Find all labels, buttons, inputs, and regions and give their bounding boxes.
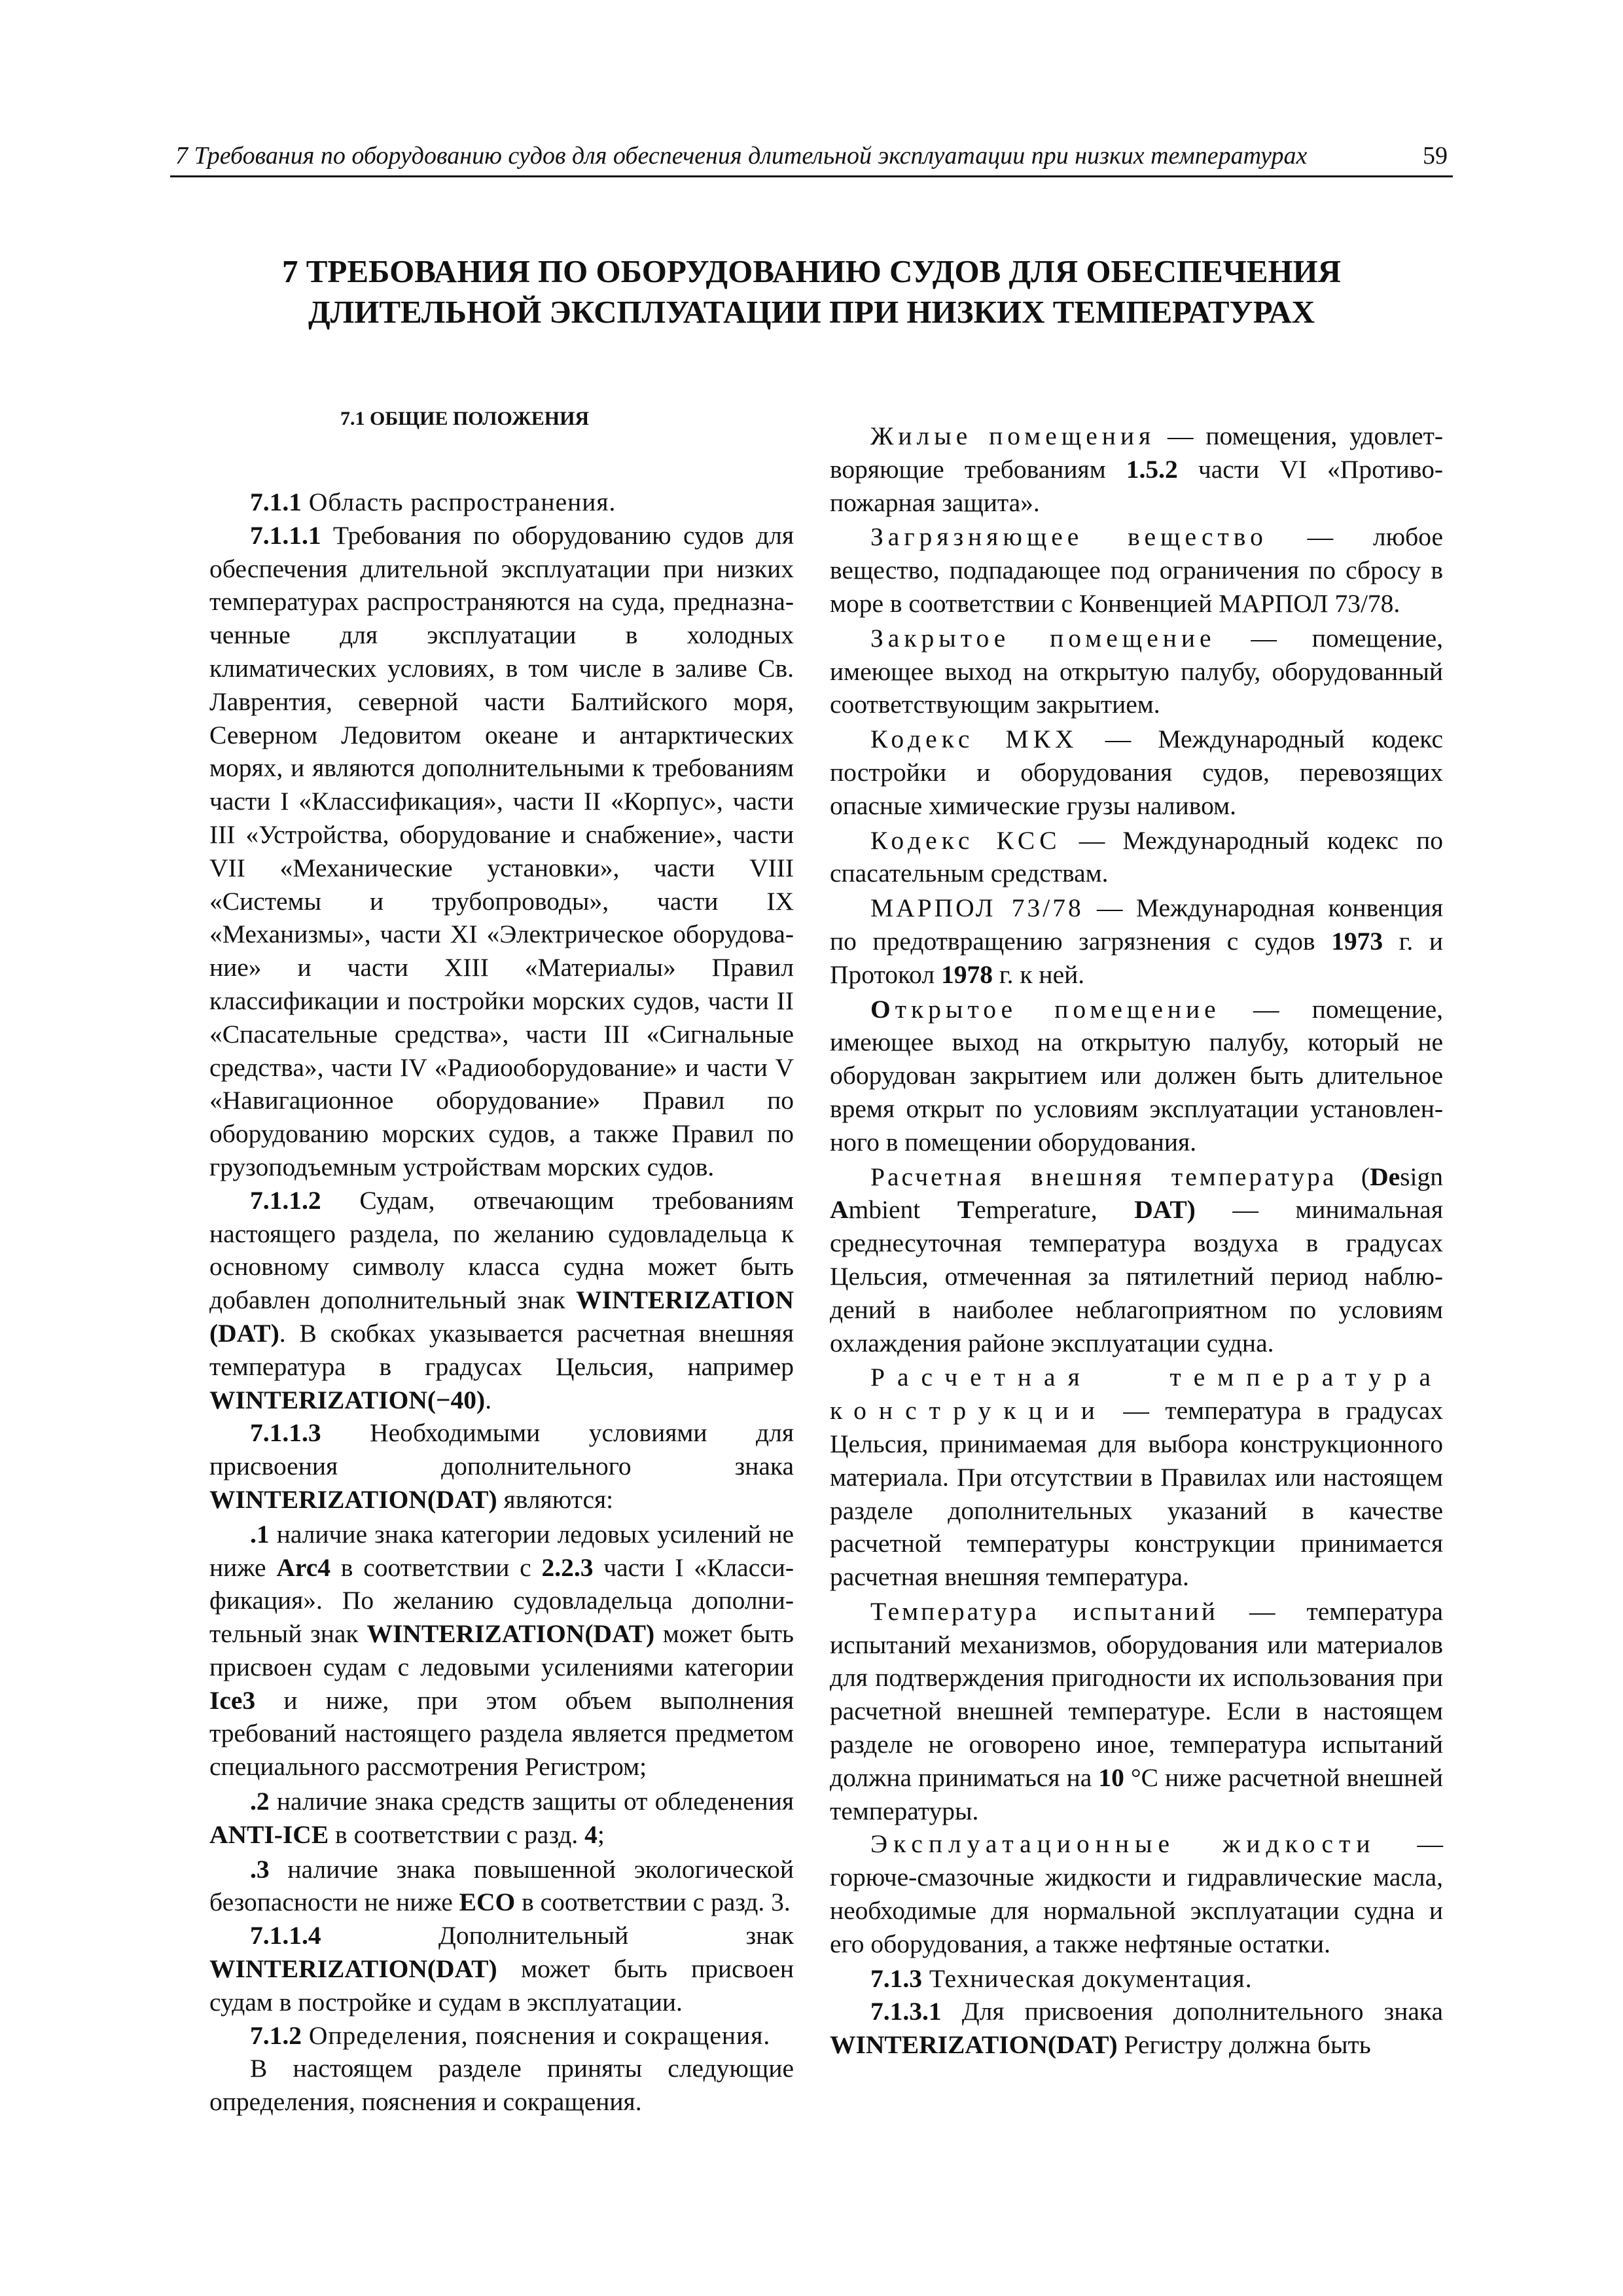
year: 1973 xyxy=(1331,926,1383,956)
list-item-2 xyxy=(209,1785,794,1852)
clause-heading: Техническая документация. xyxy=(922,1964,1253,1993)
clause-number: 7.1.1.2 xyxy=(250,1185,321,1215)
header-rule xyxy=(170,175,1453,177)
clause-number: 7.1.1.1 xyxy=(250,520,321,550)
paragraph-text: Дополнительный знак xyxy=(321,1921,794,1950)
item-text: части I «Классификация». По желанию судовладельца дополнительный знак xyxy=(209,1552,794,1649)
definition-text: части VI «Противопожарная защита». xyxy=(830,454,1444,517)
paragraph-text: Регистру должна быть xyxy=(1117,2030,1371,2060)
year: 1978 xyxy=(941,960,993,989)
running-title: 7 Требования по оборудованию судов для обеспечения длительной эксплуатации при низких температурах xyxy=(175,142,1308,170)
definition-text: ( xyxy=(1336,1162,1370,1191)
page-number: 59 xyxy=(1423,142,1448,170)
chapter-title-line-1: 7 ТРЕБОВАНИЯ ПО ОБОРУДОВАНИЮ СУДОВ ДЛЯ ОБЕСПЕЧЕНИЯ xyxy=(281,253,1341,289)
definition-term: Жилые помещения xyxy=(870,422,1156,450)
abbrev-letter: De xyxy=(1370,1162,1400,1191)
definition-term: Закрытое помещение xyxy=(870,623,1216,653)
temperature-value: 10 xyxy=(1098,1763,1124,1792)
definition-term: Расчетная внешняя температура xyxy=(870,1162,1337,1191)
paragraph-text: может быть присвоен судам в постройке и судам в эксплуатации. xyxy=(209,1954,794,2017)
item-text: может быть присвоен судам с ледовыми усилениями категории xyxy=(209,1619,794,1681)
abbrev-letter: A xyxy=(830,1195,849,1225)
anti-ice-mark: ANTI-ICE xyxy=(209,1820,329,1849)
definition-term: Эксплуатационные жидкости xyxy=(870,1829,1376,1859)
abbrev-letter: T xyxy=(957,1195,975,1225)
clause-number: 7.1.1.4 xyxy=(250,1921,321,1950)
definition-marpol xyxy=(830,891,1443,991)
reference: 2.2.3 xyxy=(541,1552,594,1582)
definition-lsa-code xyxy=(830,824,1443,891)
item-number: .3 xyxy=(250,1854,270,1884)
paragraph-7-1-1-3 xyxy=(209,1416,794,1516)
item-text: ; xyxy=(597,1820,605,1849)
item-number: .2 xyxy=(250,1787,270,1816)
paragraph-7-1-1 xyxy=(209,486,794,519)
definition-text: — помещение, имеющее выход на открытую палубу, который не оборудован закрытием или должен быть длительное время открыт по условиям эксплуатации установленного в помещении оборудования. xyxy=(830,994,1443,1157)
definition-dat xyxy=(830,1160,1443,1360)
definition-term: МАРПОЛ 73/78 xyxy=(870,893,1084,923)
winterization-example: WINTERIZATION(−40) xyxy=(209,1385,486,1414)
paragraph-7-1-1-1 xyxy=(209,519,794,1184)
paragraph-text: Судам, отвечающим требованиям настоящего раздела, по желанию судовладельца к основному символу класса судна может быть добавлен дополнительный знак xyxy=(209,1185,794,1315)
running-header xyxy=(175,140,1448,171)
paragraph-text: . В скобках указывается расчетная внешняя температура в градусах Цельсия, например xyxy=(209,1318,794,1381)
definition-text: °С ниже расчетной внешней температуры. xyxy=(830,1763,1443,1825)
clause-number: 7.1.3 xyxy=(870,1964,922,1993)
list-item-1 xyxy=(209,1518,794,1784)
item-text: наличие знака повышенной экологической безопасности не ниже xyxy=(209,1854,794,1917)
paragraph-7-1-2-body: В настоящем разделе приняты следующие определения, пояснения и сокращения. xyxy=(209,2054,794,2117)
item-text: в соответствии с xyxy=(330,1552,542,1582)
definition-text: г. к ней. xyxy=(993,960,1085,989)
eco-mark: ECO xyxy=(459,1888,516,1917)
definition-test-temperature xyxy=(830,1595,1443,1828)
item-text: наличие знака категории ледовых усилений не ниже xyxy=(209,1519,794,1582)
winterization-mark: WINTERIZATION(DAT) xyxy=(366,1619,655,1649)
clause-number: 7.1.3.1 xyxy=(870,1997,942,2026)
reference: 1.5.2 xyxy=(1126,454,1178,484)
clause-number: 7.1.2 xyxy=(250,2020,302,2050)
definition-text: — Международная конвенция по предотвращению загрязнения с судов xyxy=(830,893,1443,956)
definition-accommodation xyxy=(830,420,1443,519)
abbrev: DAT) xyxy=(1134,1195,1196,1225)
definition-text: — помещения, удовлетворяющие требованиям xyxy=(830,422,1443,484)
definition-term: Загрязняющее вещество xyxy=(870,522,1268,552)
ice-class: Ice3 xyxy=(209,1685,256,1715)
paragraph-text: Необходимыми условиями для присвоения дополнительного знака xyxy=(209,1418,794,1481)
reference: 4 xyxy=(584,1820,597,1849)
paragraph-text: Требования по оборудованию судов для обеспечения длительной эксплуатации при низких температурах распространяются на суда, предназначенные для эксплуатации в холодных климатических условиях, в том числе в заливе Св. Лаврентия, северной части Балтийского моря, Северном Ледовитом океане и антарктических морях, и являются дополнительными к требованиям части I «Классификация», части II «Корпус», части III «Устройства, оборудование и снабжение», части VII «Механические установки», части VIII «Системы и трубопроводы», части IX «Механизмы», части XI «Электрическое оборудование» и части XIII «Материалы» Правил классификации и постройки морских судов, части II «Спасательные средства», части III «Сигнальные средства», части IV «Радиооборудование» и части V «Навигационное оборудование» Правил по оборудованию морских судов, а также Правил по грузоподъемным устройствам морских судов. xyxy=(209,520,794,1181)
definition-design-temperature xyxy=(830,1361,1443,1594)
chapter-title xyxy=(196,251,1427,332)
chapter-title-line-2: ДЛИТЕЛЬНОЙ ЭКСПЛУАТАЦИИ ПРИ НИЗКИХ ТЕМПЕРАТУРАХ xyxy=(308,294,1315,330)
definition-text: — Международный кодекс по спасательным средствам. xyxy=(830,825,1443,888)
definition-open-space xyxy=(830,993,1443,1159)
paragraph-text: . xyxy=(485,1385,492,1414)
definition-term: Кодекс КСС xyxy=(870,825,1061,855)
section-heading: 7.1 ОБЩИЕ ПОЛОЖЕНИЯ xyxy=(340,408,590,429)
definition-text: — температура испытаний механизмов, оборудования или материалов для подтверждения пригодности их использования при расчетной внешней температуре. Если в настоящем разделе не оговорено иное, температура испытаний должна приниматься на xyxy=(830,1596,1443,1792)
paragraph-text: являются: xyxy=(497,1484,614,1514)
definition-text: г. и Протокол xyxy=(830,926,1444,989)
paragraph-7-1-2 xyxy=(209,2019,794,2053)
item-text: и ниже, при этом объем выполнения требований настоящего раздела является предметом специального рассмотрения Регистром; xyxy=(209,1685,794,1782)
winterization-mark: WINTERIZATION(DAT) xyxy=(209,1484,497,1514)
paragraph-7-1-3 xyxy=(830,1962,1443,1996)
paragraph-7-1-1-2 xyxy=(209,1184,794,1417)
clause-heading: Область распространения. xyxy=(302,488,616,516)
definition-text: — помещение, имеющее выход на открытую палубу, оборудованный соответствующим закрытием. xyxy=(830,623,1444,719)
definition-text: — минимальная среднесуточная температура воздуха в градусах Цельсия, отмеченная за пятилетний период наблюдений в наиболее неблагоприятном по условиям охлаждения районе эксплуатации судна. xyxy=(830,1195,1443,1357)
definition-operational-fluids xyxy=(830,1827,1443,1960)
clause-number: 7.1.1 xyxy=(250,488,302,516)
left-column xyxy=(209,406,794,2119)
definition-term: Температура испытаний xyxy=(870,1596,1218,1626)
definition-text: — Международный кодекс постройки и оборудования судов, перевозящих опасные химические грузы наливом. xyxy=(830,725,1443,820)
definition-text: mbient xyxy=(848,1195,957,1225)
winterization-mark: WINTERIZATION (DAT) xyxy=(209,1285,794,1348)
winterization-mark: WINTERIZATION(DAT) xyxy=(830,2030,1118,2060)
definition-term: Кодекс МКХ xyxy=(870,725,1079,754)
paragraph-7-1-3-1 xyxy=(830,1995,1443,2062)
definition-text: — температура в градусах Цельсия, принимаемая для выбора конструкционного материала. При отсутствии в Правилах или настоящем разделе дополнительных указаний в качестве расчетной температуры конструкции принимается расчетная внешняя температура. xyxy=(830,1396,1443,1592)
paragraph-text: Для присвоения дополнительного знака xyxy=(941,1997,1443,2026)
definition-pollutant xyxy=(830,520,1443,620)
clause-number: 7.1.1.3 xyxy=(250,1418,321,1448)
item-text: наличие знака средств защиты от обледенения xyxy=(269,1787,794,1816)
definition-ibc-code xyxy=(830,723,1443,822)
right-column xyxy=(830,420,1443,2062)
item-number: .1 xyxy=(250,1519,270,1549)
definition-term-initial: О xyxy=(870,994,895,1024)
definition-text: — горюче-смазочные жидкости и гидравлические масла, необходимые для нормальной эксплуатации судна и его оборудования, а также нефтяные остатки. xyxy=(830,1829,1443,1958)
definition-text: emperature, xyxy=(974,1195,1135,1225)
paragraph-7-1-1-4 xyxy=(209,1919,794,2018)
definition-enclosed-space xyxy=(830,622,1443,721)
definition-term: Расчетная температура конструкции xyxy=(830,1363,1443,1426)
ice-class: Arc4 xyxy=(276,1552,330,1582)
item-text: в соответствии с разд. xyxy=(329,1820,585,1849)
definition-text: sign xyxy=(1400,1162,1444,1191)
winterization-mark: WINTERIZATION(DAT) xyxy=(209,1954,497,1984)
definition-text: — любое вещество, подпадающее под ограничения по сбросу в море в соответствии с Конвенцией МАРПОЛ 73/78. xyxy=(830,522,1443,618)
list-item-3 xyxy=(209,1853,794,1920)
definition-term: ткрытое помещение xyxy=(895,994,1221,1024)
clause-heading: Определения, пояснения и сокращения. xyxy=(302,2020,771,2050)
item-text: в соответствии с разд. 3. xyxy=(515,1888,791,1917)
